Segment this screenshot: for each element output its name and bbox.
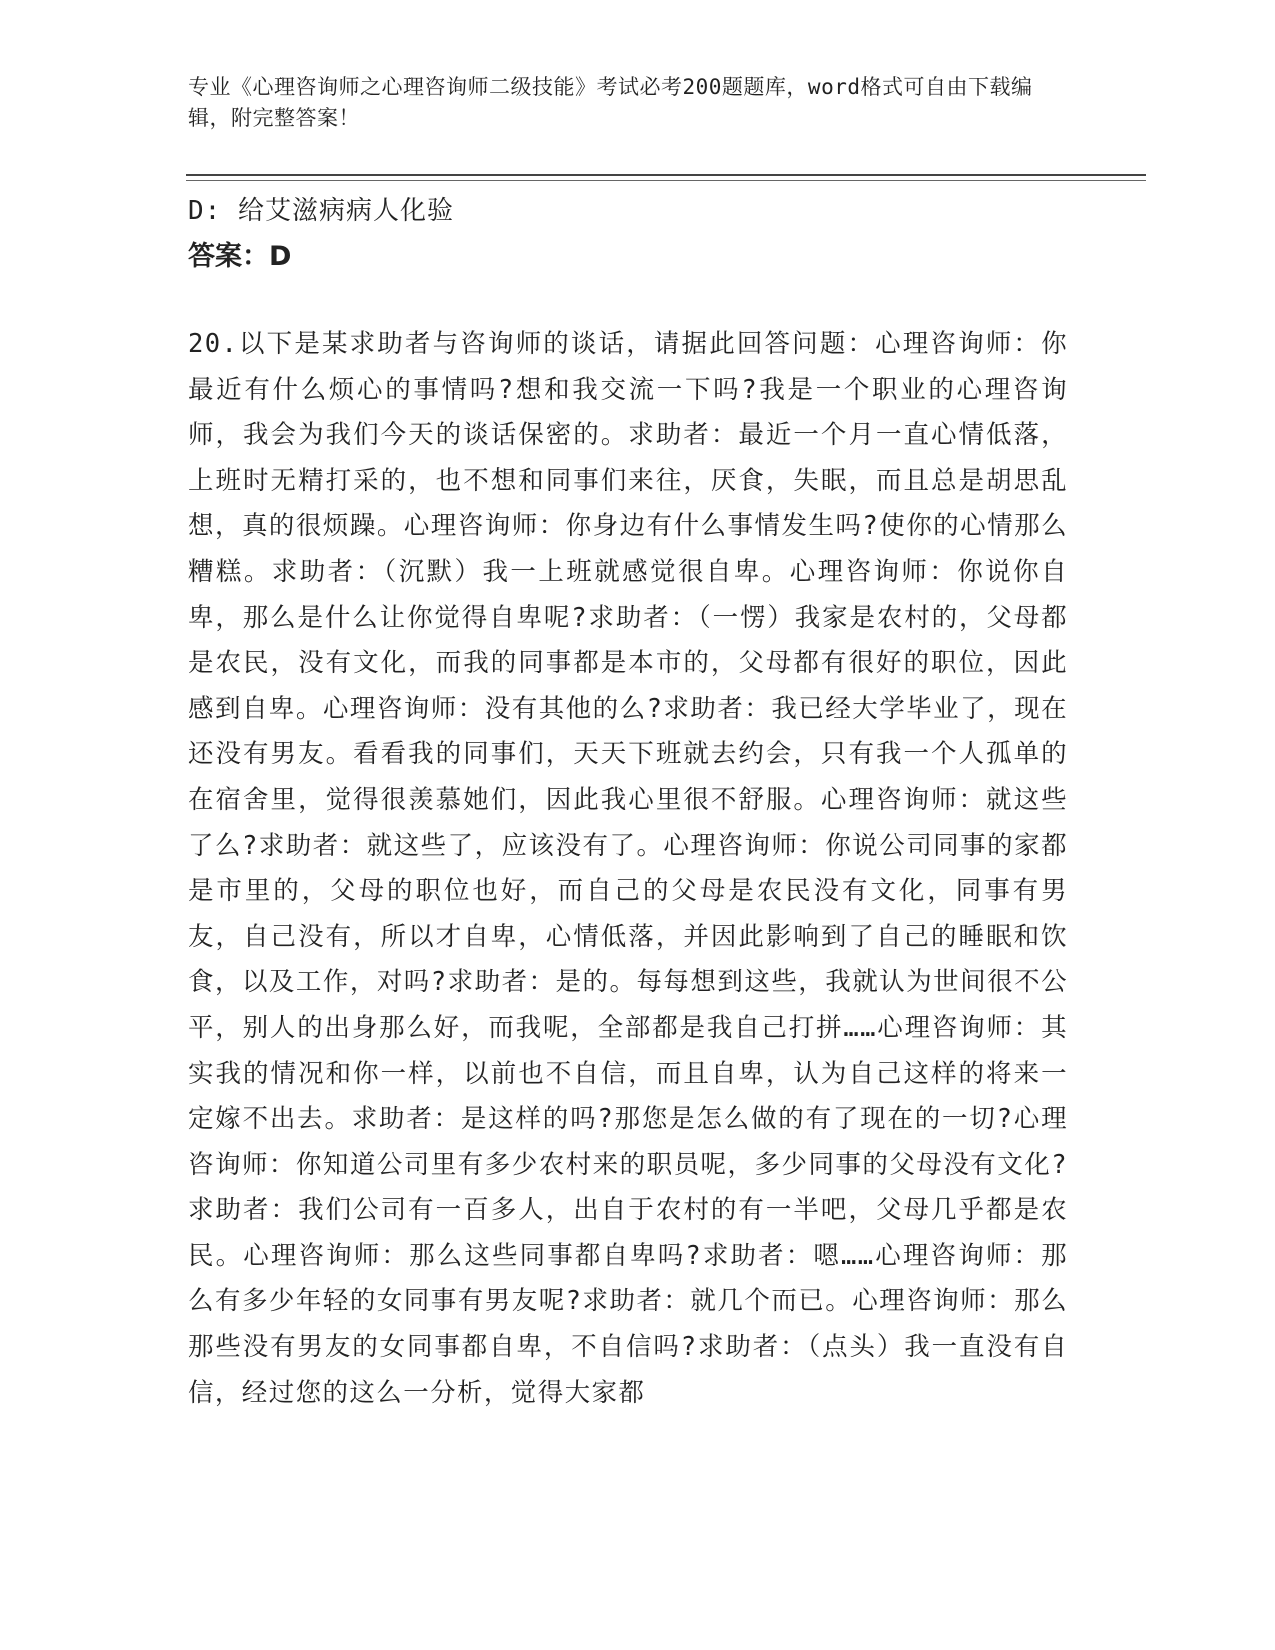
header-divider-thick [186,174,1146,176]
header-divider-thin [186,180,1146,181]
option-d: D: 给艾滋病病人化验 [188,196,454,226]
page-header: 专业《心理咨询师之心理咨询师二级技能》考试必考200题题库，word格式可自由下载编辑，附完整答案！ [188,75,1033,130]
question-20-text: 20.以下是某求助者与咨询师的谈话，请据此回答问题：心理咨询师：你最近有什么烦心的事情吗?想和我交流一下吗?我是一个职业的心理咨询师，我会为我们今天的谈话保密的。求助者：最近一个月一直心情低落，上班时无精打采的，也不想和同事们来往，厌食，失眠，而且总是胡思乱想，真的很烦躁。心理咨询师：你身边有什么事情发生吗?使你的心情那么糟糕。求助者：（沉默）我一上班就感觉很自卑。心理咨询师：你说你自卑，那么是什么让你觉得自卑呢?求助者：（一愣）我家是农村的，父母都是农民，没有文化，而我的同事都是本市的，父母都有很好的职位，因此感到自卑。心理咨询师：没有其他的么?求助者：我已经大学毕业了，现在还没有男友。看看我的同事们，天天下班就去约会，只有我一个人孤单的在宿舍里，觉得很羡慕她们，因此我心里很不舒服。心理咨询师：就这些了么?求助者：就这些了，应该没有了。心理咨询师：你说公司同事的家都是市里的，父母的职位也好，而自己的父母是农民没有文化，同事有男友，自己没有，所以才自卑，心情低落，并因此影响到了自己的睡眠和饮食，以及工作，对吗?求助者：是的。每每想到这些，我就认为世间很不公平，别人的出身那么好，而我呢，全部都是我自己打拼……心理咨询师：其实我的情况和你一样，以前也不自信，而且自卑，认为自己这样的将来一定嫁不出去。求助者：是这样的吗?那您是怎么做的有了现在的一切?心理咨询师：你知道公司里有多少农村来的职员呢，多少同事的父母没有文化?求助者：我们公司有一百多人，出自于农村的有一半吧，父母几乎都是农民。心理咨询师：那么这些同事都自卑吗?求助者：嗯……心理咨询师：那么有多少年轻的女同事有男友呢?求助者：就几个而已。心理咨询师：那么那些没有男友的女同事都自卑，不自信吗?求助者：（点头）我一直没有自信，经过您的这么一分析，觉得大家都 [188,329,1068,1408]
answer-line: 答案：D [188,241,292,272]
